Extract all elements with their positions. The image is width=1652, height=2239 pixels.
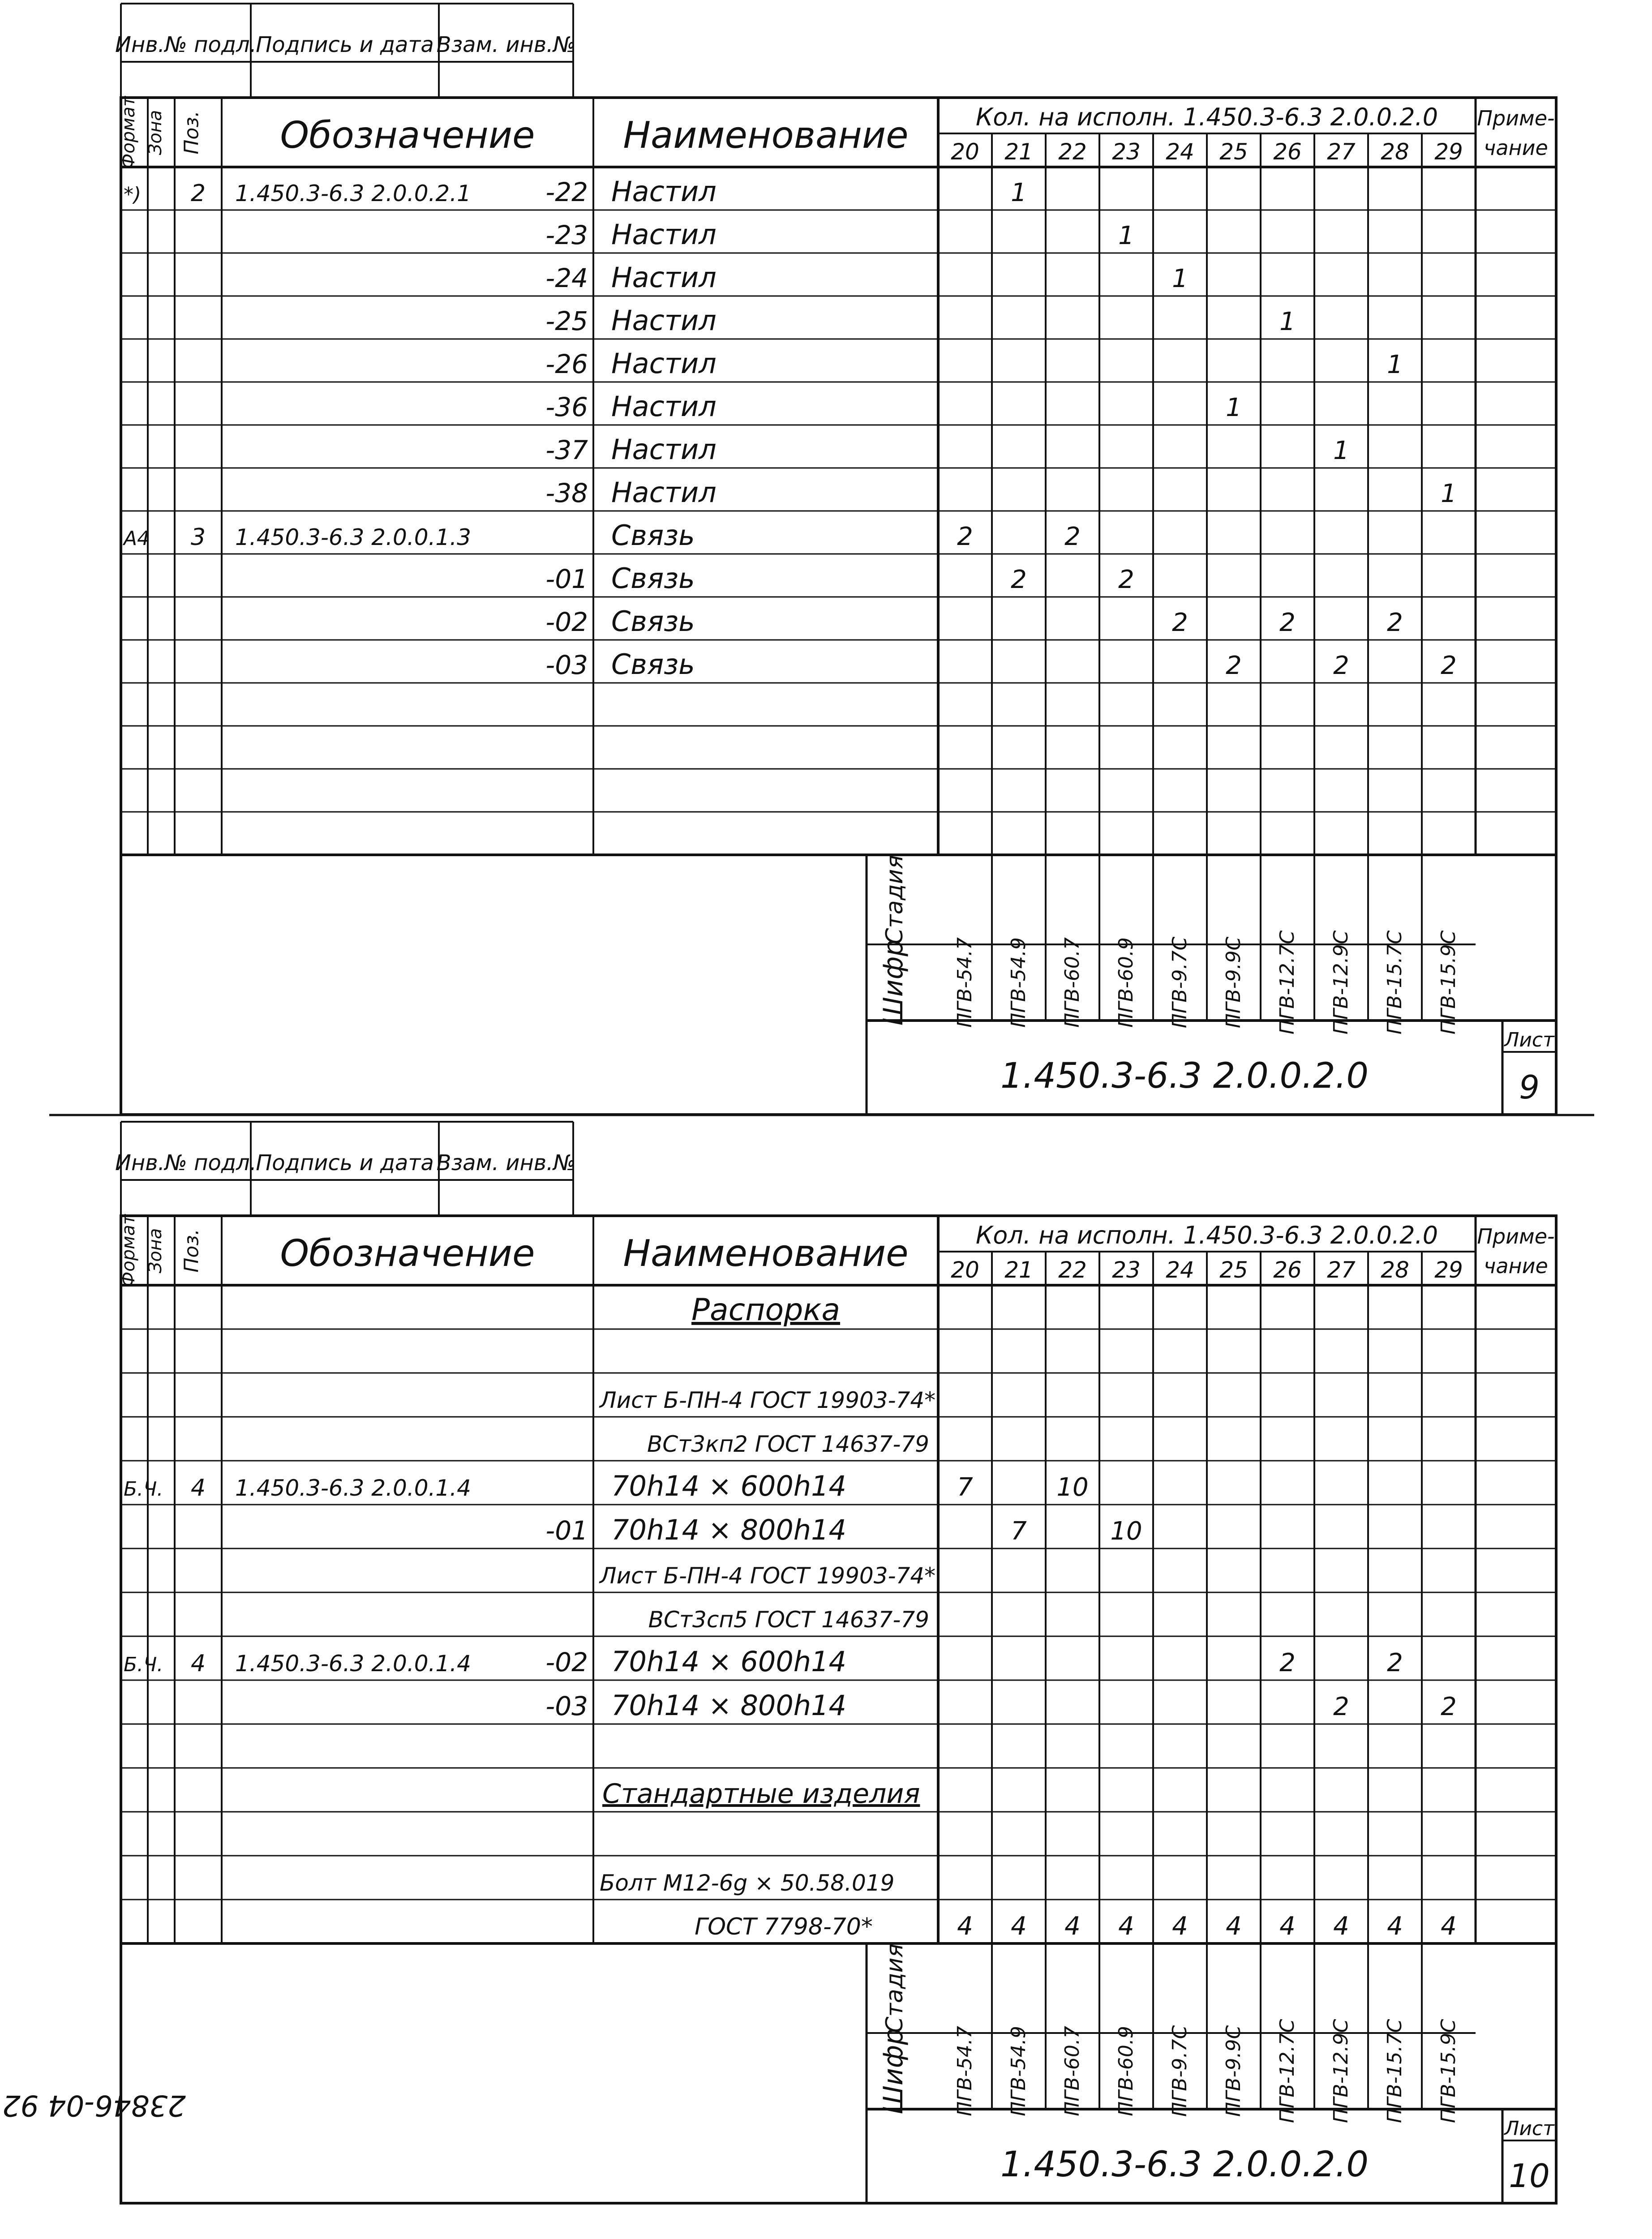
row-format: Б.Ч.: [124, 1478, 163, 1501]
cipher-value: ПГВ-54.7: [953, 937, 976, 1028]
quantity-cell: 4: [1064, 1912, 1081, 1941]
row-execution-suffix: -36: [545, 392, 588, 422]
sheet-number: 9: [1519, 1068, 1540, 1106]
row-name: ГОСТ 7798-70*: [695, 1913, 873, 1940]
variant-number: 26: [1273, 139, 1302, 165]
cipher-value: ПГВ-9.7С: [1168, 2025, 1191, 2117]
cipher-value: ПГВ-12.7С: [1276, 930, 1299, 1035]
row-position: 3: [190, 524, 206, 551]
zone-header: Зона: [145, 110, 166, 155]
quantity-cell: 4: [1441, 1912, 1457, 1941]
row-name: Связь: [611, 519, 695, 552]
quantity-cell: 2: [1279, 608, 1296, 637]
cipher-value: ПГВ-54.9: [1007, 937, 1030, 1028]
cipher-value: ПГВ-60.9: [1115, 937, 1137, 1028]
zone-header: Зона: [145, 1228, 166, 1274]
row-name: Настил: [611, 261, 717, 294]
variant-number: 27: [1327, 139, 1356, 165]
quantity-cell: 4: [1118, 1912, 1134, 1941]
row-name: ВСт3кп2 ГОСТ 14637-79: [647, 1431, 929, 1457]
quantity-cell: 4: [1333, 1912, 1349, 1941]
stage-label: Стадия: [881, 855, 908, 944]
cipher-value: ПГВ-54.7: [953, 2026, 976, 2116]
cipher-value: ПГВ-60.7: [1061, 2026, 1084, 2116]
quantity-cell: 2: [1226, 651, 1242, 680]
quantity-cell: 4: [1011, 1912, 1027, 1941]
row-name: Настил: [611, 347, 717, 380]
row-name: Настил: [611, 175, 717, 208]
quantity-cell: 2: [1333, 1692, 1349, 1721]
quantity-cell: 1: [1118, 221, 1134, 250]
row-name: 70h14 × 600h14: [611, 1645, 846, 1678]
cipher-value: ПГВ-60.9: [1115, 2026, 1137, 2116]
row-name: Настил: [611, 476, 717, 509]
stamp-label: Подпись и дата: [256, 1150, 434, 1175]
quantity-cell: 2: [1441, 1692, 1457, 1721]
row-execution-suffix: -03: [545, 650, 588, 680]
row-execution-suffix: -22: [545, 177, 588, 207]
variant-number: 24: [1166, 139, 1194, 165]
variant-number: 29: [1434, 1257, 1463, 1283]
stamp-label: Взам. инв.№: [436, 32, 576, 57]
quantity-cell: 2: [1172, 608, 1188, 637]
quantity-cell: 2: [1387, 1648, 1403, 1677]
row-position: 4: [190, 1475, 206, 1501]
row-name: Настил: [611, 390, 717, 423]
row-position: 2: [190, 180, 206, 207]
stamp-label: Инв.№ подл.: [115, 32, 257, 57]
row-name: 70h14 × 600h14: [611, 1470, 846, 1502]
quantity-cell: 2: [1118, 565, 1134, 594]
quantity-cell: 7: [957, 1473, 973, 1502]
document-number: 1.450.3-6.3 2.0.0.2.0: [1000, 2145, 1369, 2185]
quantity-cell: 2: [1279, 1648, 1296, 1677]
pos-header: Поз.: [180, 1229, 203, 1273]
variant-number: 22: [1058, 1257, 1087, 1283]
sheet-number: 10: [1509, 2157, 1550, 2195]
row-name: ВСт3сп5 ГОСТ 14637-79: [648, 1607, 929, 1633]
quantity-cell: 2: [1011, 565, 1027, 594]
pos-header: Поз.: [180, 111, 203, 154]
name-header: Наименование: [623, 114, 909, 157]
note-header: Приме-: [1477, 1224, 1555, 1248]
designation-header: Обозначение: [280, 114, 535, 157]
quantity-cell: 10: [1110, 1517, 1142, 1546]
row-execution-suffix: -03: [545, 1691, 588, 1721]
row-designation: 1.450.3-6.3 2.0.0.1.3: [235, 524, 471, 550]
row-format: *): [124, 183, 142, 206]
quantity-cell: 7: [1011, 1517, 1027, 1546]
row-name: Связь: [611, 648, 695, 681]
cipher-label: Шифр: [878, 939, 909, 1026]
row-name: Лист Б-ПН-4 ГОСТ 19903-74*: [600, 1563, 936, 1589]
row-name: Связь: [611, 605, 695, 638]
row-name: Связь: [611, 562, 695, 595]
row-designation: 1.450.3-6.3 2.0.0.1.4: [235, 1475, 471, 1501]
variant-number: 25: [1219, 1257, 1248, 1283]
variant-number: 23: [1112, 139, 1141, 165]
quantity-cell: 2: [1333, 651, 1349, 680]
qty-title: Кол. на исполн. 1.450.3-6.3 2.0.0.2.0: [975, 1221, 1438, 1249]
sheet-label: Лист: [1504, 1029, 1554, 1051]
row-execution-suffix: -26: [545, 349, 588, 379]
variant-number: 28: [1381, 1257, 1409, 1283]
name-header: Наименование: [623, 1232, 909, 1275]
sheet-10: [115, 1122, 1556, 2203]
cipher-value: ПГВ-54.9: [1007, 2026, 1030, 2116]
row-designation: 1.450.3-6.3 2.0.0.1.4: [235, 1651, 471, 1677]
variant-number: 22: [1058, 139, 1087, 165]
row-position: 4: [190, 1650, 206, 1677]
cipher-value: ПГВ-12.9С: [1330, 930, 1352, 1035]
designation-header: Обозначение: [280, 1232, 535, 1275]
row-execution-suffix: -23: [545, 220, 588, 250]
format-header: Формат: [118, 96, 139, 169]
variant-number: 29: [1434, 139, 1463, 165]
quantity-cell: 1: [1011, 178, 1027, 207]
stage-label: Стадия: [881, 1943, 908, 2033]
row-execution-suffix: -37: [545, 435, 588, 465]
cipher-label: Шифр: [878, 2028, 909, 2115]
row-name: Настил: [611, 433, 717, 466]
qty-title: Кол. на исполн. 1.450.3-6.3 2.0.0.2.0: [975, 103, 1438, 131]
quantity-cell: 2: [1441, 651, 1457, 680]
variant-number: 24: [1166, 1257, 1194, 1283]
cipher-value: ПГВ-12.7С: [1276, 2019, 1299, 2123]
row-format: Б.Ч.: [124, 1653, 163, 1676]
quantity-cell: 1: [1172, 264, 1188, 293]
quantity-cell: 10: [1056, 1473, 1089, 1502]
variant-number: 23: [1112, 1257, 1141, 1283]
variant-number: 20: [951, 1257, 979, 1283]
quantity-cell: 1: [1279, 307, 1296, 336]
variant-number: 21: [1004, 1257, 1033, 1283]
cipher-value: ПГВ-60.7: [1061, 937, 1084, 1028]
row-name: Распорка: [691, 1292, 841, 1328]
row-execution-suffix: -01: [545, 1515, 588, 1546]
quantity-cell: 4: [1172, 1912, 1188, 1941]
quantity-cell: 1: [1333, 436, 1349, 465]
quantity-cell: 1: [1387, 350, 1403, 379]
quantity-cell: 1: [1226, 393, 1242, 422]
row-format: А4: [124, 527, 150, 550]
row-name: Стандартные изделия: [602, 1778, 920, 1810]
sheet-label: Лист: [1504, 2117, 1554, 2140]
note-header: чание: [1484, 136, 1548, 160]
note-header: Приме-: [1477, 106, 1555, 130]
variant-number: 26: [1273, 1257, 1302, 1283]
row-designation: 1.450.3-6.3 2.0.0.2.1: [235, 180, 471, 206]
format-header: Формат: [118, 1214, 139, 1287]
quantity-cell: 1: [1441, 479, 1457, 508]
cipher-value: ПГВ-9.7С: [1168, 936, 1191, 1029]
row-name: Настил: [611, 218, 717, 251]
row-execution-suffix: -02: [545, 1647, 588, 1677]
sheet-9: [115, 4, 1556, 1115]
cipher-value: ПГВ-9.9С: [1222, 2025, 1245, 2117]
document-number: 1.450.3-6.3 2.0.0.2.0: [1000, 1056, 1369, 1096]
quantity-cell: 2: [1064, 522, 1081, 551]
cipher-value: ПГВ-15.7С: [1383, 930, 1406, 1035]
quantity-cell: 4: [1279, 1912, 1296, 1941]
stamp-label: Инв.№ подл.: [115, 1150, 257, 1175]
quantity-cell: 4: [957, 1912, 973, 1941]
row-execution-suffix: -01: [545, 564, 588, 594]
row-name: 70h14 × 800h14: [611, 1514, 846, 1546]
quantity-cell: 2: [1387, 608, 1403, 637]
row-execution-suffix: -25: [545, 306, 588, 336]
quantity-cell: 4: [1226, 1912, 1242, 1941]
variant-number: 25: [1219, 139, 1248, 165]
row-execution-suffix: -02: [545, 607, 588, 637]
cipher-value: ПГВ-15.9С: [1437, 2019, 1460, 2123]
stamp-label: Взам. инв.№: [436, 1150, 576, 1175]
variant-number: 28: [1381, 139, 1409, 165]
variant-number: 27: [1327, 1257, 1356, 1283]
cipher-value: ПГВ-9.9С: [1222, 936, 1245, 1029]
variant-number: 20: [951, 139, 979, 165]
quantity-cell: 4: [1387, 1912, 1403, 1941]
archive-number: 23846-04 92: [2, 2089, 186, 2122]
row-execution-suffix: -24: [545, 263, 588, 293]
cipher-value: ПГВ-15.9С: [1437, 930, 1460, 1035]
note-header: чание: [1484, 1254, 1548, 1278]
row-name: Болт М12-6g × 50.58.019: [600, 1870, 895, 1896]
row-name: Настил: [611, 304, 717, 337]
quantity-cell: 2: [957, 522, 973, 551]
cipher-value: ПГВ-12.9С: [1330, 2019, 1352, 2123]
row-name: 70h14 × 800h14: [611, 1689, 846, 1722]
variant-number: 21: [1004, 139, 1033, 165]
row-name: Лист Б-ПН-4 ГОСТ 19903-74*: [600, 1387, 936, 1413]
stamp-label: Подпись и дата: [256, 32, 434, 57]
row-execution-suffix: -38: [545, 478, 588, 508]
cipher-value: ПГВ-15.7С: [1383, 2019, 1406, 2123]
